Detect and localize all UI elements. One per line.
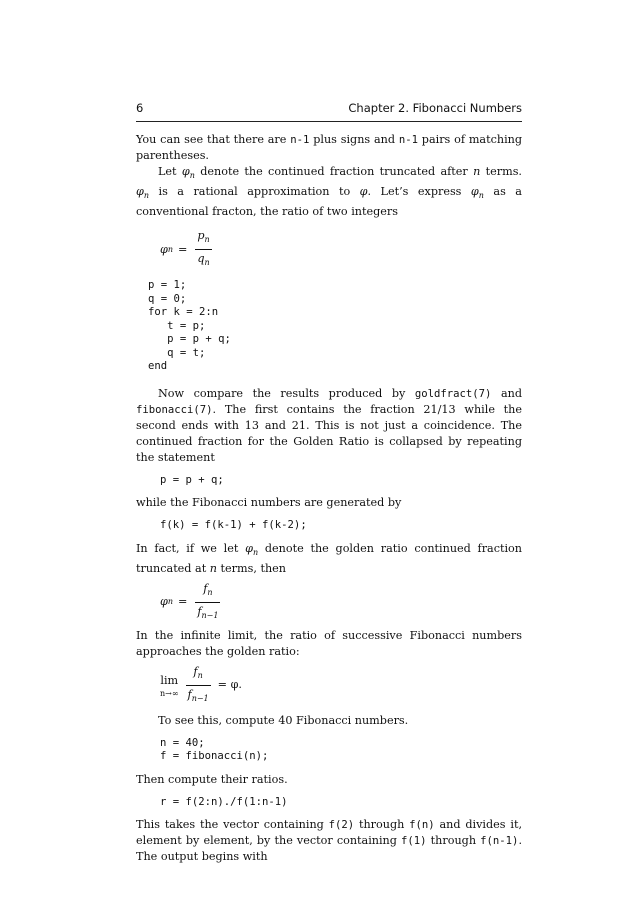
paragraph-9: This takes the vector containing f(2) through f(n) and divides it, element by element, by the vector containing f(1) through f(n-1). The output begins with — [136, 818, 522, 863]
code-block-fib-recurrence: f(k) = f(k-1) + f(k-2); — [160, 519, 307, 531]
page-body — [136, 132, 522, 865]
equation-phi-n-pq: φ n = $\frac{p_n}{q_n}$ — [160, 228, 522, 271]
paragraph-7: To see this, compute 40 Fibonacci numbers. — [158, 713, 409, 727]
chapter-title: Chapter 2. Fibonacci Numbers — [348, 101, 522, 115]
code-block-loop: p = 1; q = 0; for k = 2:n t = p; p = p + q; q = t; end — [148, 279, 231, 372]
code-block-fib40: n = 40; f = fibonacci(n); — [160, 736, 269, 762]
paragraph-8: Then compute their ratios. — [136, 772, 288, 786]
code-block-ratios: r = f(2:n)./f(1:n-1) — [160, 795, 288, 808]
code-block-p-update: p = p + q; — [160, 473, 224, 486]
paragraph-3: Now compare the results produced by goldfract(7) and fibonacci(7). The first contains the fraction 21/13 while the second ends with 13 and 21. This is not just a coincidence. The continued fraction for the Golden Ratio is collapsed by repeating the statement — [136, 386, 523, 464]
paragraph-2: Let $\varphi_n$ denote the continued fraction truncated after n terms. $\varphi_n$ is a rational approximation to φ. Let’s express $\varphi_n$ as a conventional fracton, the ratio of two integers — [136, 165, 522, 218]
paragraph-5: In fact, if we let $\varphi_n$ denote the golden ratio continued fraction truncated at n terms, then — [136, 541, 522, 575]
paragraph-1: You can see that there are n-1 plus signs and n-1 pairs of matching parentheses. — [136, 133, 523, 162]
page-number: 6 — [136, 101, 144, 115]
header-rule — [136, 121, 522, 122]
running-header — [136, 101, 522, 117]
equation-limit: lim n→∞ $\frac{f_n}{f_{n-1}}$ = φ. — [160, 664, 522, 707]
paragraph-4: while the Fibonacci numbers are generated by — [136, 496, 402, 509]
equation-phi-n-ff: φ n = $\frac{f_n}{f_{n-1}}$ — [160, 581, 522, 624]
paragraph-6: In the infinite limit, the ratio of successive Fibonacci numbers approaches the golden ratio: — [136, 628, 522, 658]
